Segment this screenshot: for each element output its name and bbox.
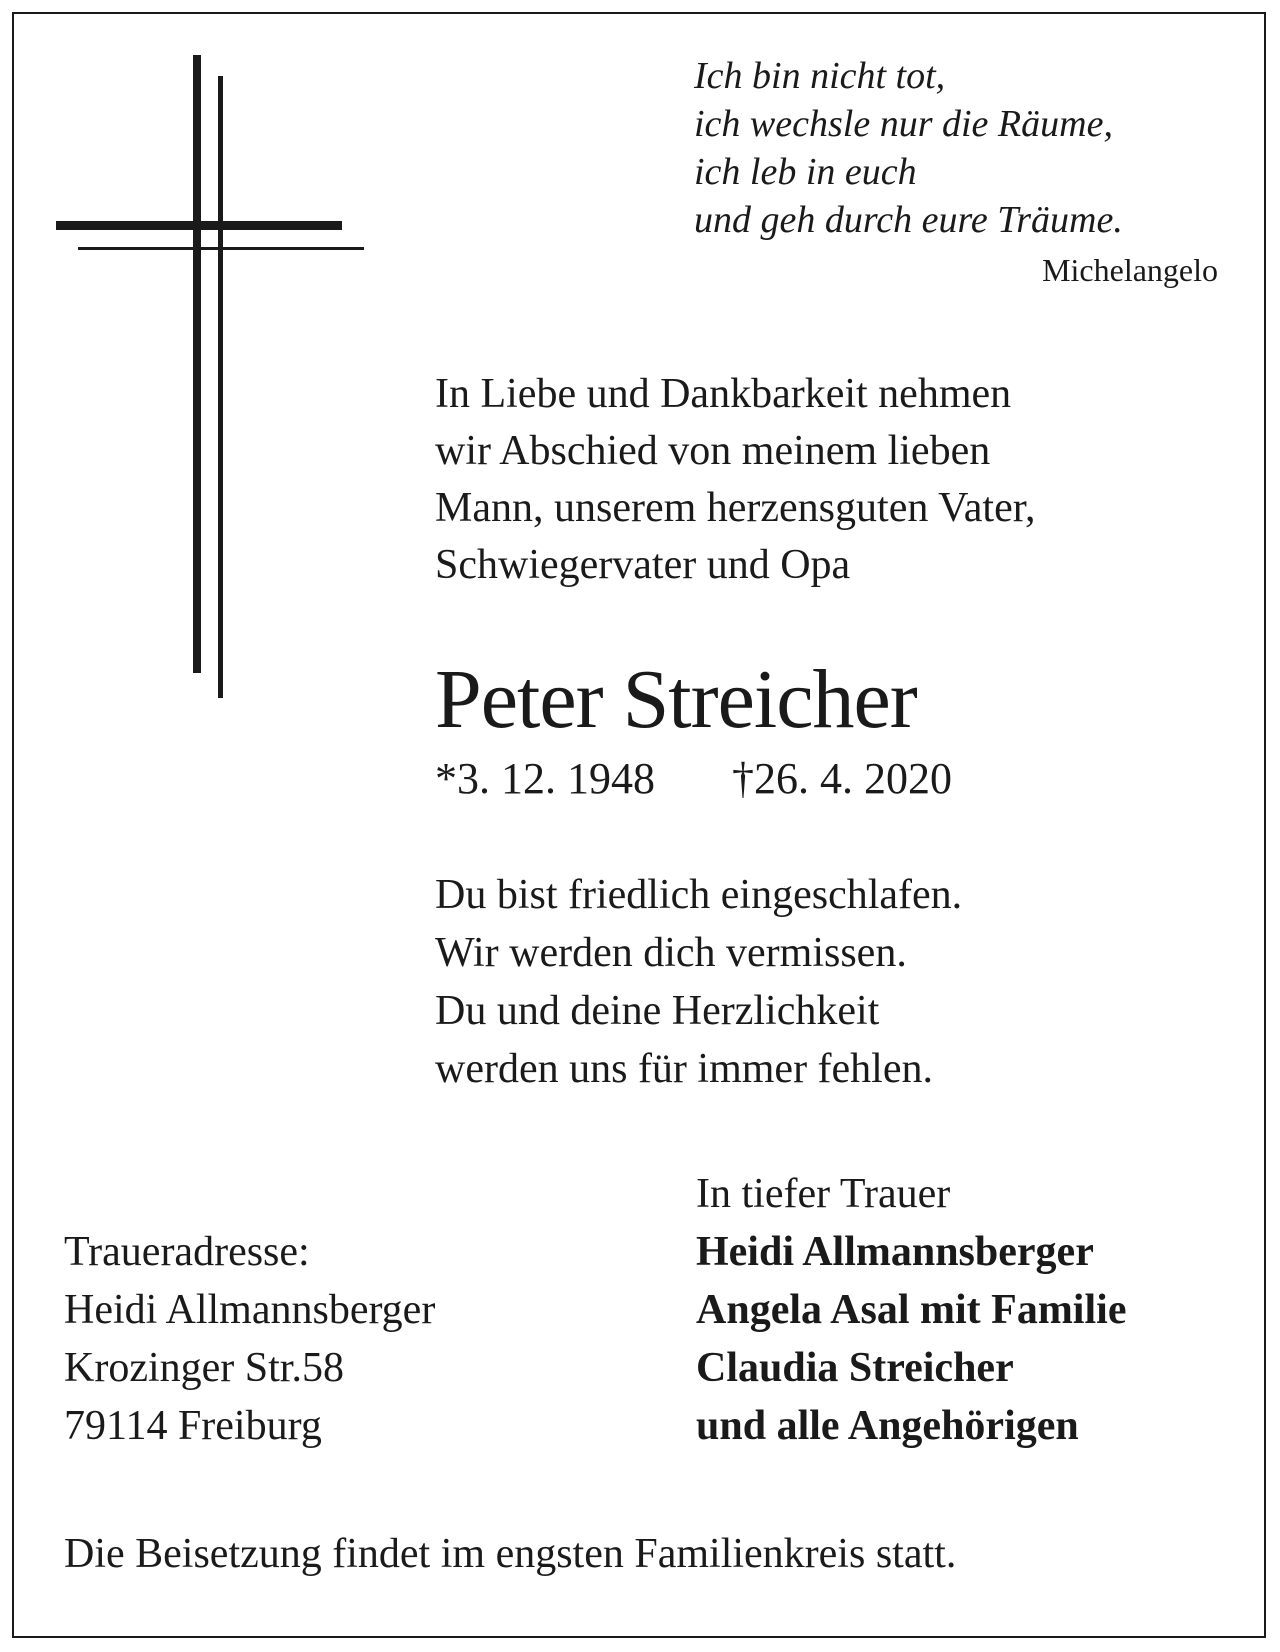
farewell-line: werden uns für immer fehlen.	[435, 1046, 933, 1092]
mourner-name: Heidi Allmannsberger	[696, 1229, 1094, 1275]
mourners-list	[696, 1223, 1126, 1455]
address-line: Krozinger Str.58	[64, 1345, 344, 1391]
address-line: Heidi Allmannsberger	[64, 1287, 436, 1333]
mourner-name: Claudia Streicher	[696, 1345, 1014, 1391]
poem-line: ich leb in euch	[694, 151, 917, 193]
intro-line: Mann, unserem herzensguten Vater,	[435, 485, 1036, 531]
mourning-intro: In tiefer Trauer	[696, 1171, 951, 1217]
death-date: †26. 4. 2020	[732, 754, 952, 803]
poem-author: Michelangelo	[1042, 252, 1218, 288]
intro-line: Schwiegervater und Opa	[435, 542, 851, 588]
birth-date: *3. 12. 1948	[435, 754, 655, 803]
farewell-text	[435, 866, 962, 1098]
poem-line: Ich bin nicht tot,	[694, 55, 946, 97]
life-dates	[435, 752, 952, 806]
burial-note: Die Beisetzung findet im engsten Familienkreis statt.	[64, 1531, 957, 1577]
poem-line: ich wechsle nur die Räume,	[694, 103, 1113, 145]
intro-line: wir Abschied von meinem lieben	[435, 428, 991, 474]
deceased-name: Peter Streicher	[435, 653, 917, 746]
address-label: Traueradresse:	[64, 1229, 310, 1275]
address-line: 79114 Freiburg	[64, 1403, 322, 1449]
farewell-line: Wir werden dich vermissen.	[435, 930, 907, 976]
intro-text	[435, 366, 1036, 594]
intro-line: In Liebe und Dankbarkeit nehmen	[435, 371, 1012, 417]
farewell-line: Du und deine Herzlichkeit	[435, 988, 880, 1034]
mourning-address	[64, 1223, 435, 1455]
poem	[694, 52, 1123, 244]
poem-line: und geh durch eure Träume.	[694, 199, 1123, 241]
mourner-name: und alle Angehörigen	[696, 1403, 1079, 1449]
farewell-line: Du bist friedlich eingeschlafen.	[435, 872, 963, 918]
mourner-name: Angela Asal mit Familie	[696, 1287, 1127, 1333]
